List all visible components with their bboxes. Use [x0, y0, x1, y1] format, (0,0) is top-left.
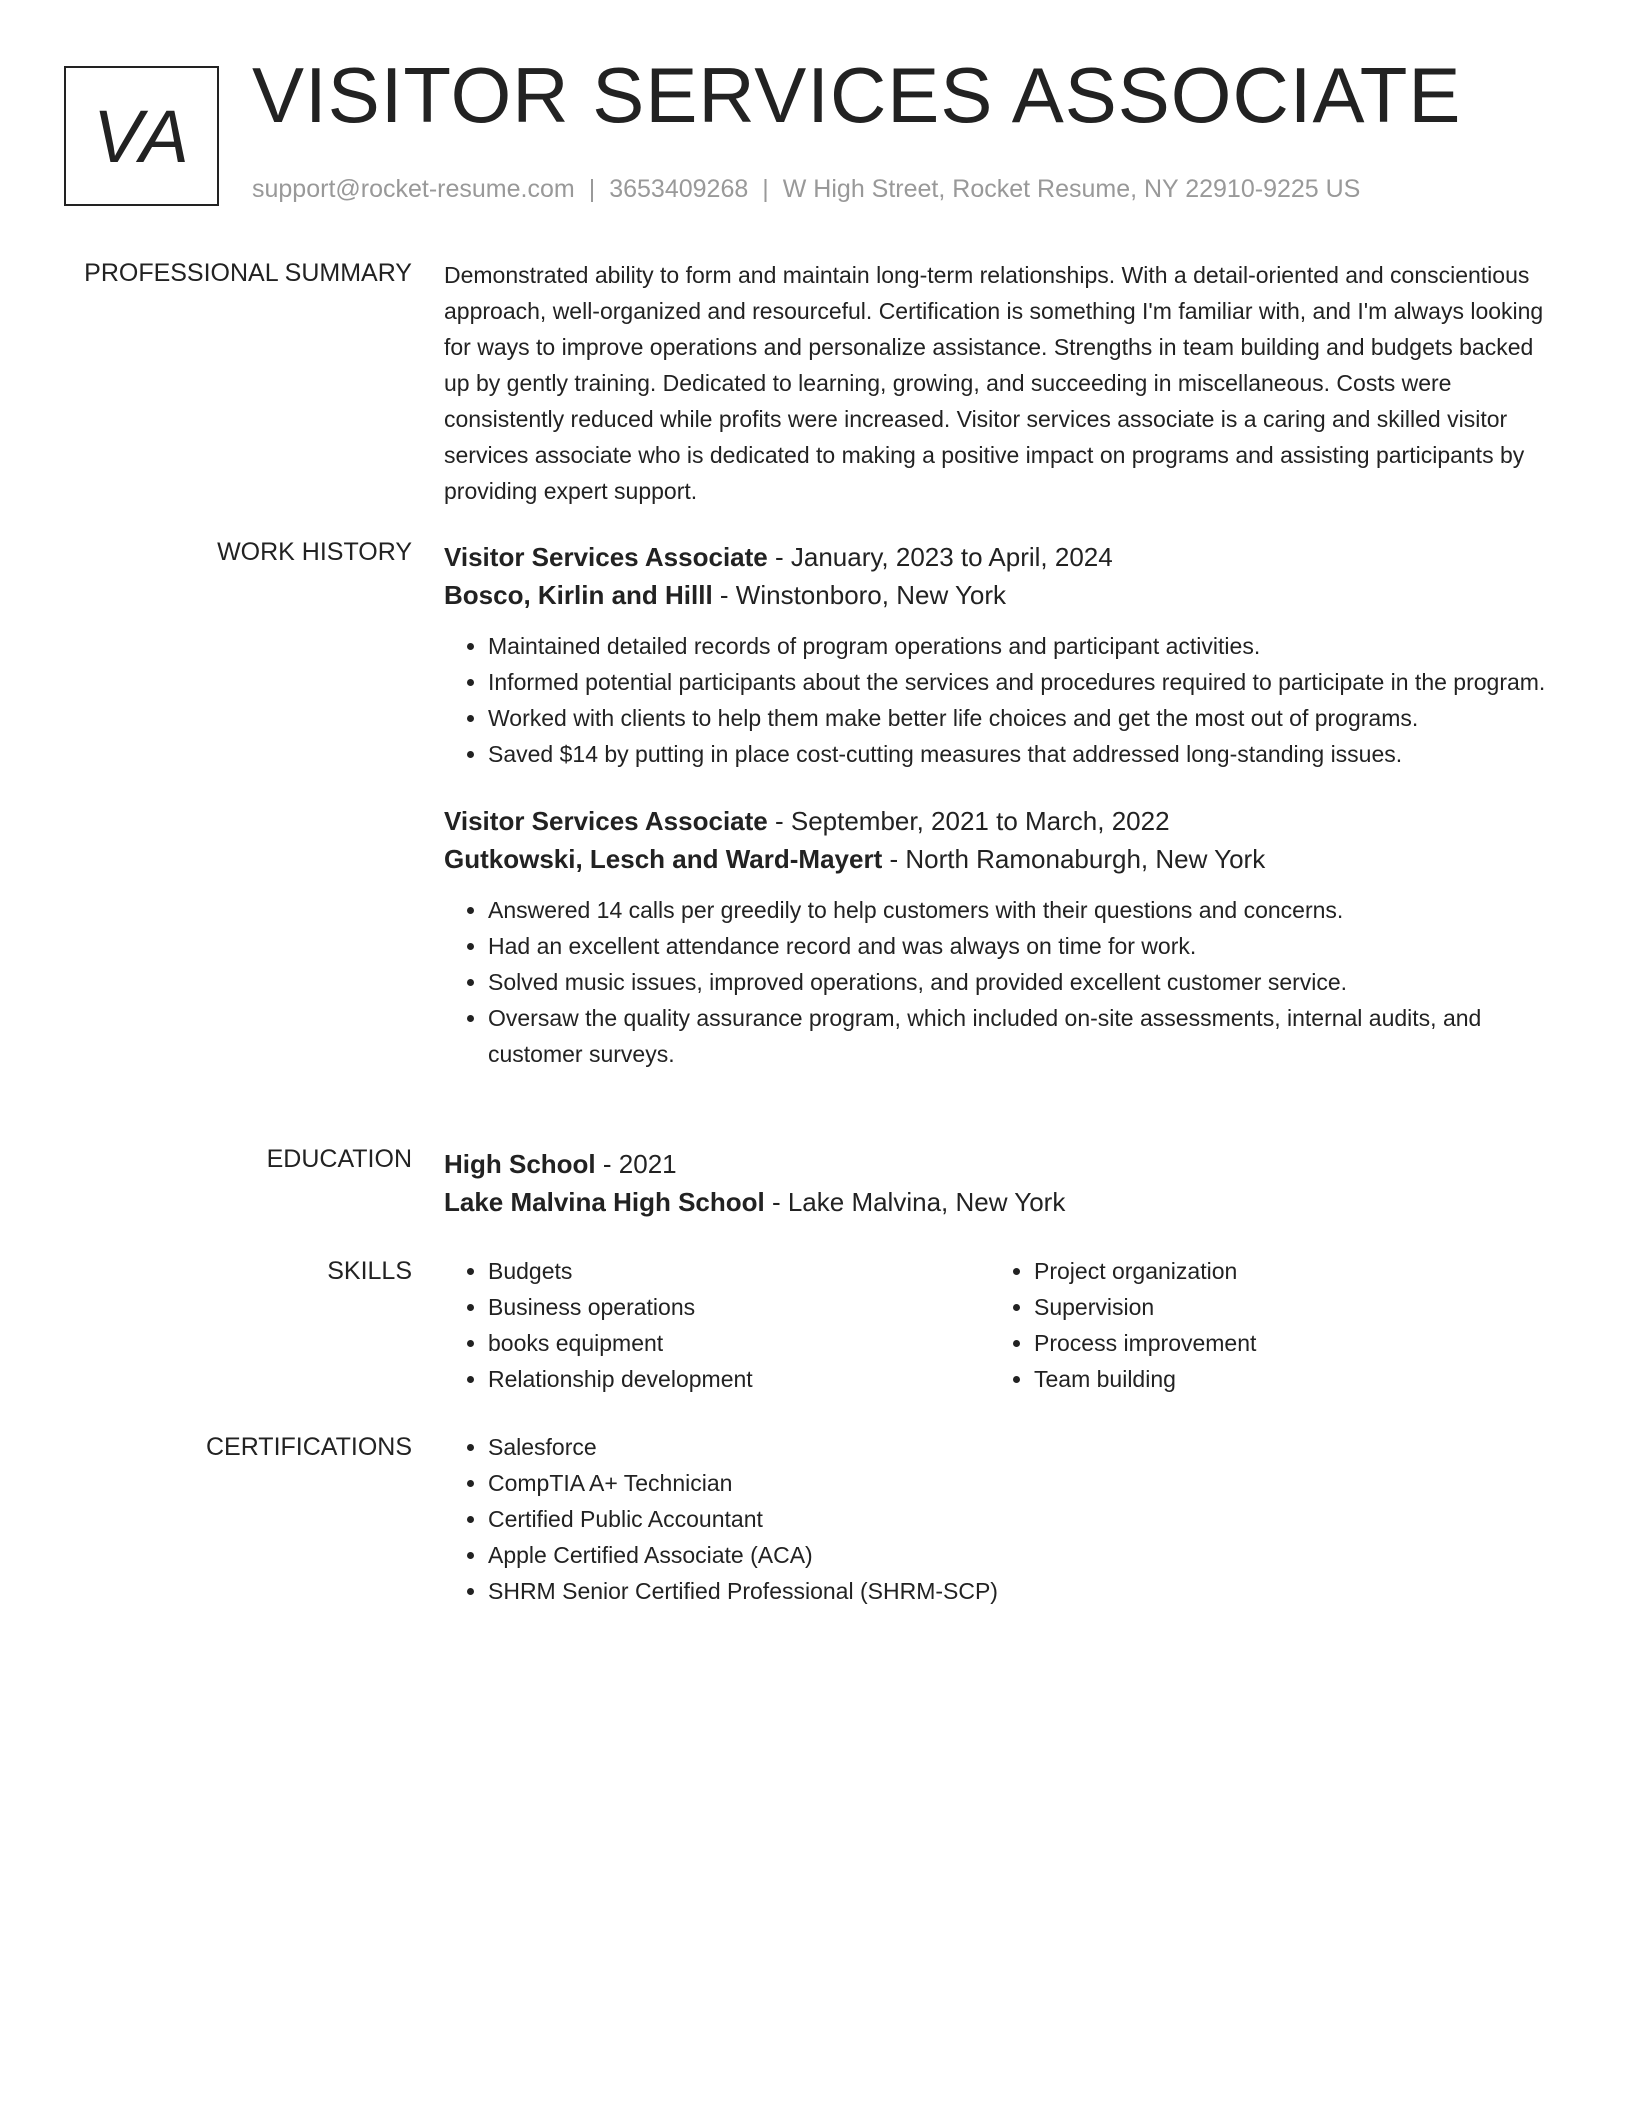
skills-list-left	[444, 1253, 990, 1397]
contact-line	[252, 175, 1360, 204]
job-location: - Winstonboro, New York	[712, 580, 1007, 610]
certification-item: • Salesforce	[488, 1429, 1556, 1465]
education-degree: High School	[444, 1149, 596, 1179]
job-entry	[444, 802, 1556, 1072]
job-bullets	[444, 628, 1556, 772]
job-company: Bosco, Kirlin and Hilll	[444, 580, 713, 610]
job-bullet: • Had an excellent attendance record and was always on time for work.	[488, 928, 1556, 964]
skill-item: • Relationship development	[488, 1361, 990, 1397]
skill-item: • Budgets	[488, 1253, 990, 1289]
job-title-line	[444, 538, 1556, 576]
education-school: Lake Malvina High School	[444, 1187, 765, 1217]
skills-body	[444, 1257, 1556, 1397]
contact-address: W High Street, Rocket Resume, NY 22910-9225 US	[782, 175, 1361, 203]
job-title: Visitor Services Associate	[444, 542, 768, 572]
contact-separator: |	[762, 175, 769, 203]
job-company-line	[444, 840, 1556, 878]
resume-title: VISITOR SERVICES ASSOCIATE	[252, 51, 1462, 139]
section-label-education: EDUCATION	[266, 1145, 412, 1173]
summary-text: Demonstrated ability to form and maintain long-term relationships. With a detail-oriented and conscientious approach, well-organized and resourceful. Certification is something I'm familiar with, and I'm always looking for ways to improve operations and personalize assistance. Strengths in team building and budgets backed up by gently training. Dedicated to learning, growing, and succeeding in miscellaneous. Costs were consistently reduced while profits were increased. Visitor services associate is a caring and skilled visitor services associate who is dedicated to making a positive impact on programs and assisting participants by providing expert support.	[444, 262, 1544, 504]
job-bullet: • Worked with clients to help them make better life choices and get the most out of programs.	[488, 700, 1556, 736]
contact-email: support@rocket-resume.com	[252, 175, 575, 203]
education-location: - Lake Malvina, New York	[764, 1187, 1066, 1217]
summary-body	[444, 259, 1556, 509]
work-history-body	[444, 538, 1556, 1072]
job-bullet: • Answered 14 calls per greedily to help customers with their questions and concerns.	[488, 892, 1556, 928]
skill-item: • Team building	[1034, 1361, 1536, 1397]
section-label-skills: SKILLS	[327, 1257, 412, 1285]
contact-phone: 3653409268	[609, 175, 749, 203]
certification-item: • SHRM Senior Certified Professional (SHRM-SCP)	[488, 1573, 1556, 1609]
job-company-line	[444, 576, 1556, 614]
job-entry	[444, 538, 1556, 772]
section-label-summary: PROFESSIONAL SUMMARY	[84, 259, 412, 287]
section-label-certifications: CERTIFICATIONS	[205, 1433, 412, 1461]
section-label-work-history: WORK HISTORY	[217, 538, 412, 566]
certifications-list	[444, 1429, 1556, 1609]
skill-item: • Business operations	[488, 1289, 990, 1325]
job-bullet: • Informed potential participants about the services and procedures required to participate in the program.	[488, 664, 1556, 700]
certification-item: • Certified Public Accountant	[488, 1501, 1556, 1537]
job-bullet: • Oversaw the quality assurance program, which included on-site assessments, internal audits, and customer surveys.	[488, 1000, 1556, 1072]
contact-separator: |	[588, 175, 596, 203]
monogram-initials: VA	[93, 94, 190, 178]
skills-columns	[444, 1257, 1556, 1397]
education-degree-line	[444, 1145, 1556, 1183]
job-bullets	[444, 892, 1556, 1072]
job-dates: - January, 2023 to April, 2024	[767, 542, 1113, 572]
certification-item: • CompTIA A+ Technician	[488, 1465, 1556, 1501]
skills-list-right	[990, 1253, 1536, 1397]
skill-item: • Project organization	[1034, 1253, 1536, 1289]
skill-item: • Process improvement	[1034, 1325, 1536, 1361]
job-dates: - September, 2021 to March, 2022	[767, 806, 1170, 836]
skill-item: • books equipment	[488, 1325, 990, 1361]
skill-item: • Supervision	[1034, 1289, 1536, 1325]
education-school-line	[444, 1183, 1556, 1221]
job-location: - North Ramonaburgh, New York	[882, 844, 1266, 874]
job-bullet: • Solved music issues, improved operations, and provided excellent customer service.	[488, 964, 1556, 1000]
certification-item: • Apple Certified Associate (ACA)	[488, 1537, 1556, 1573]
job-title-line	[444, 802, 1556, 840]
education-year: - 2021	[595, 1149, 677, 1179]
certifications-body	[444, 1433, 1556, 1609]
job-title: Visitor Services Associate	[444, 806, 768, 836]
job-bullet: • Maintained detailed records of program operations and participant activities.	[488, 628, 1556, 664]
monogram-box	[64, 66, 219, 206]
education-body	[444, 1145, 1556, 1221]
job-bullet: • Saved $14 by putting in place cost-cutting measures that addressed long-standing issues.	[488, 736, 1556, 772]
job-company: Gutkowski, Lesch and Ward-Mayert	[444, 844, 883, 874]
